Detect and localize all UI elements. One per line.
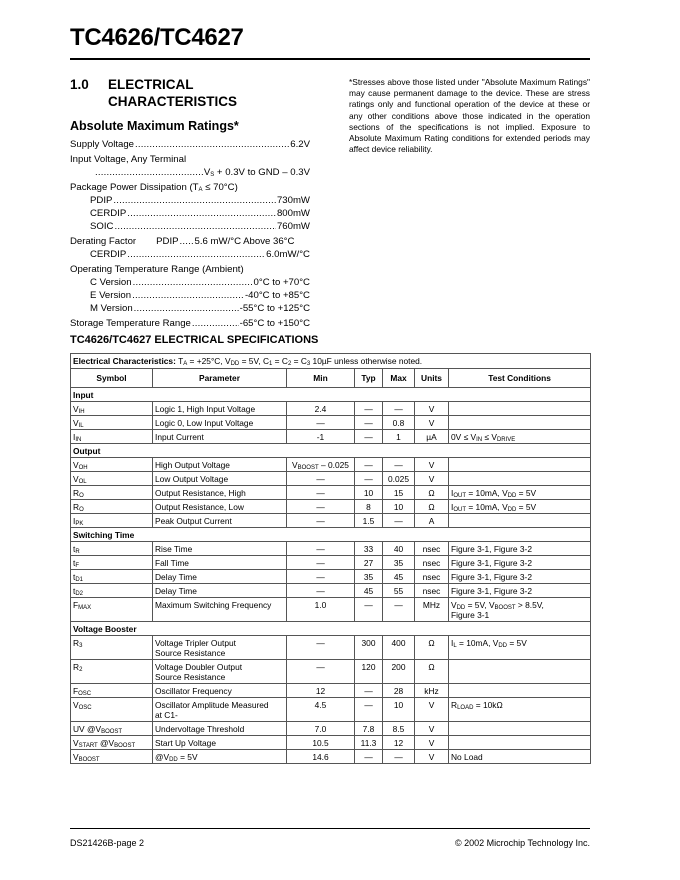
table-row: $V_{IL}$ Logic 0, Low Input Voltage — — 0.8 V <box>71 416 591 430</box>
section-number: 1.0 <box>70 77 89 92</box>
col-units: Units <box>415 369 449 388</box>
table-row: $R_3$ Voltage Tripler Output Source Resistance — 300 400 Ω $I_L = 10mA$, $V_{DD} = 5V$ <box>71 636 591 660</box>
table-row: $V_{OH}$ High Output Voltage $V_{BOOST} - 0.025$ — — V <box>71 458 591 472</box>
group-output: Output <box>71 444 591 458</box>
section-heading <box>70 76 237 110</box>
abs-max-ratings <box>70 139 310 331</box>
table-row: $R_O$ Output Resistance, Low — 8 10 Ω $I_{OUT} = 10mA$, $V_{DD} = 5V$ <box>71 500 591 514</box>
operating-temp-label: Operating Temperature Range (Ambient) <box>70 264 244 276</box>
supply-voltage-row <box>70 139 310 152</box>
table-row: $V_{START}$ $@V_{BOOST}$ Start Up Voltage 10.5 11.3 12 V <box>71 736 591 750</box>
input-voltage-value: $V_S + 0.3V$ to GND – 0.3V <box>203 167 310 179</box>
storage-temp-row: Storage Temperature Range ..... -65°C to +150°C <box>70 318 310 331</box>
col-parameter: Parameter <box>153 369 287 388</box>
cerdip-row: CERDIP ..... 800mW <box>70 208 310 221</box>
stress-note: *Stresses above those listed under "Absolute Maximum Ratings" may cause permanent damage to the device. These are stress ratings only and functional operation of the device at these or any other conditions above those indicated in the operation sections of the specifications is not implied. Exposure to Absolute Maximum Rating conditions for extended periods may affect device reliability. <box>349 77 590 155</box>
page-title: TC4626/TC4627 <box>70 24 244 51</box>
title-rule <box>70 58 590 60</box>
m-version-row: M Version ..... -55°C to +125°C <box>70 303 310 316</box>
table-row: $V_{OSC}$ Oscillator Amplitude Measured at C1- 4.5 — 10 V $R_{LOAD} = 10k\Omega$ <box>71 698 591 722</box>
group-voltage-booster: Voltage Booster <box>71 622 591 636</box>
package-power-label: Package Power Dissipation $(T_A \le 70^\circ C)$ <box>70 182 238 194</box>
derating-pdip-row: Derating Factor PDIP ..... 5.6 mW/°C Above 36°C <box>70 236 310 249</box>
table-row: $t_{D1}$ Delay Time — 35 45 nsec Figure 3-1, Figure 3-2 <box>71 570 591 584</box>
table-row: $I_{PK}$ Peak Output Current — 1.5 — A <box>71 514 591 528</box>
footer-rule <box>70 828 590 829</box>
group-input: Input <box>71 388 591 402</box>
footer-copyright: © 2002 Microchip Technology Inc. <box>454 838 590 848</box>
pdip-row: PDIP ..... 730mW <box>70 195 310 208</box>
soic-row: SOIC ..... 760mW <box>70 221 310 234</box>
supply-voltage-label: Supply Voltage <box>70 139 135 150</box>
section-title-line2: CHARACTERISTICS <box>108 94 238 109</box>
spec-title: TC4626/TC4627 ELECTRICAL SPECIFICATIONS <box>70 334 319 346</box>
table-row: $F_{OSC}$ Oscillator Frequency 12 — 28 kHz <box>71 684 591 698</box>
table-row: $I_{IN}$ Input Current -1 — 1 µA $0V \le V_{IN} \le V_{DRIVE}$ <box>71 430 591 444</box>
input-voltage-label: Input Voltage, Any Terminal <box>70 154 187 166</box>
table-row: $R_2$ Voltage Doubler Output Source Resistance — 120 200 Ω <box>71 660 591 684</box>
e-version-row: E Version ..... -40°C to +85°C <box>70 290 310 303</box>
table-header <box>71 369 591 388</box>
footer-page-number: DS21426B-page 2 <box>70 838 145 848</box>
table-row: $R_O$ Output Resistance, High — 10 15 Ω $I_{OUT} = 10mA$, $V_{DD} = 5V$ <box>71 486 591 500</box>
derating-cerdip-row: CERDIP ..... 6.0mW/°C <box>70 249 310 262</box>
col-test-conditions: Test Conditions <box>449 369 591 388</box>
table-row: $t_F$ Fall Time — 27 35 nsec Figure 3-1, Figure 3-2 <box>71 556 591 570</box>
table-row: $V_{BOOST}$ $@V_{DD} = 5V$ 14.6 — — V No Load <box>71 750 591 764</box>
input-voltage-row <box>70 167 310 180</box>
col-min: Min <box>287 369 355 388</box>
col-typ: Typ <box>355 369 383 388</box>
conditions-row: Electrical Characteristics: $T_A = +25^\circ C$, $V_{DD} = 5V$, $C_1 = C_2 = C_3$ 10µF unless otherwise noted. <box>71 354 591 369</box>
col-max: Max <box>383 369 415 388</box>
table-row: $F_{MAX}$ Maximum Switching Frequency 1.0 — — MHz $V_{DD} = 5V$, $V_{BOOST} > 8.5V$, Figure 3-1 <box>71 598 591 622</box>
table-row: $t_R$ Rise Time — 33 40 nsec Figure 3-1, Figure 3-2 <box>71 542 591 556</box>
table-row: $V_{IH}$ Logic 1, High Input Voltage 2.4 — — V <box>71 402 591 416</box>
section-title-line1: ELECTRICAL <box>108 77 194 92</box>
table-row: $t_{D2}$ Delay Time — 45 55 nsec Figure 3-1, Figure 3-2 <box>71 584 591 598</box>
table-row: UV $@V_{BOOST}$ Undervoltage Threshold 7.0 7.8 8.5 V <box>71 722 591 736</box>
c-version-row: C Version ..... 0°C to +70°C <box>70 277 310 290</box>
col-symbol: Symbol <box>71 369 153 388</box>
supply-voltage-value: 6.2V <box>290 139 310 150</box>
group-switching-time: Switching Time <box>71 528 591 542</box>
table-row: $V_{OL}$ Low Output Voltage — — 0.025 V <box>71 472 591 486</box>
electrical-spec-table <box>70 353 591 764</box>
abs-max-title: Absolute Maximum Ratings* <box>70 119 239 133</box>
